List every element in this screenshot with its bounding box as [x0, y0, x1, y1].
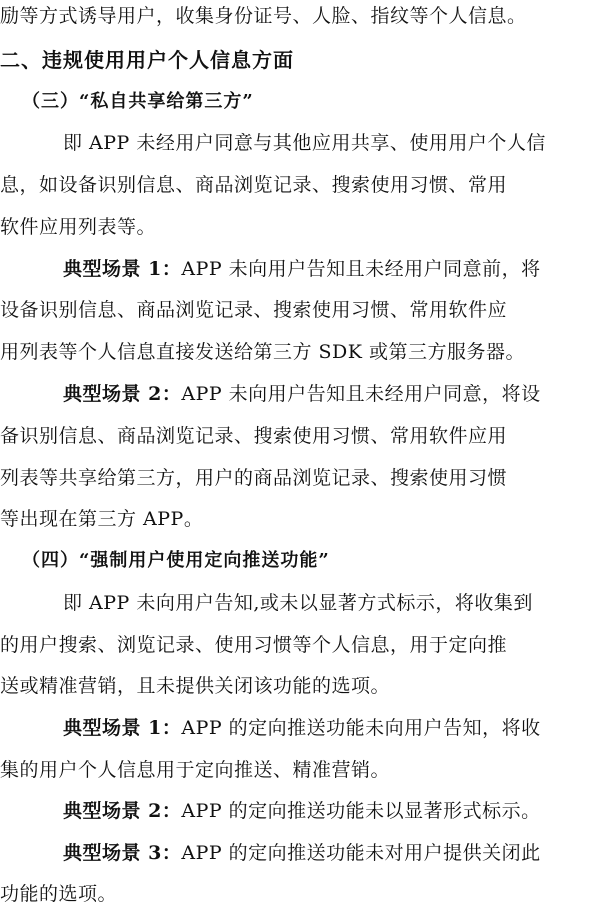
item-4-case-3-line — [0, 882, 600, 906]
item-3-case-2-2: 列表等共享给第三方，用户的商品浏览记录、搜索使用习惯 — [0, 467, 508, 489]
item-3-case-1-1: 设备识别信息、商品浏览记录、搜索使用习惯、常用软件应 — [0, 299, 508, 321]
item-4-case-3-0: APP 的定向推送功能未对用户提供关闭此 — [181, 842, 541, 864]
item-3-case-2-0: APP 未向用户告知且未经用户同意，将设 — [181, 383, 541, 405]
item-3-desc-line — [0, 173, 600, 197]
item-3-desc-0: 即 APP 未经用户同意与其他应用共享、使用用户个人信 — [63, 132, 546, 154]
item-3-case-2-3: 等出现在第三方 APP。 — [0, 508, 204, 530]
item-3-desc-line — [0, 131, 600, 155]
case-label: 典型场景 2： — [63, 383, 182, 405]
item-4-case-1-line — [0, 758, 600, 782]
item-3-desc-2: 软件应用列表等。 — [0, 216, 157, 238]
item-4-case-3 — [0, 841, 600, 865]
item-3-case-1-line — [0, 298, 600, 322]
item-3-case-2-1: 备识别信息、商品浏览记录、搜索使用习惯、常用软件应用 — [0, 425, 508, 447]
item-4-case-1 — [0, 716, 600, 740]
item-4-title — [0, 549, 600, 573]
case-label: 典型场景 1： — [63, 717, 182, 739]
item-3-case-2-line — [0, 466, 600, 490]
item-4-desc-0: 即 APP 未向用户告知,或未以显著方式标示，将收集到 — [63, 592, 533, 614]
intro-tail-line — [0, 4, 600, 28]
intro-tail: 励等方式诱导用户，收集身份证号、人脸、指纹等个人信息。 — [0, 5, 527, 27]
item-4-desc-line — [0, 633, 600, 657]
item-4-desc-2: 送或精准营销，且未提供关闭该功能的选项。 — [0, 675, 391, 697]
item-3-case-2-line — [0, 507, 600, 531]
case-label: 典型场景 3： — [63, 842, 182, 864]
item-4-case-3-1: 功能的选项。 — [0, 883, 118, 905]
item-4-desc-1: 的用户搜索、浏览记录、使用习惯等个人信息，用于定向推 — [0, 634, 508, 656]
item-4-title-text: （四）“强制用户使用定向推送功能” — [22, 550, 330, 571]
item-4-case-1-0: APP 的定向推送功能未向用户告知，将收 — [181, 717, 541, 739]
case-label: 典型场景 1： — [63, 258, 182, 280]
item-3-case-2-line — [0, 424, 600, 448]
item-3-case-1 — [0, 257, 600, 281]
item-3-case-2 — [0, 382, 600, 406]
item-4-case-2-0: APP 的定向推送功能未以显著形式标示。 — [181, 800, 541, 822]
item-4-desc-line — [0, 674, 600, 698]
item-3-case-1-line — [0, 340, 600, 364]
item-4-case-2 — [0, 799, 600, 823]
item-3-desc-1: 息，如设备识别信息、商品浏览记录、搜索使用习惯、常用 — [0, 174, 508, 196]
item-3-case-1-0: APP 未向用户告知且未经用户同意前，将 — [181, 258, 541, 280]
item-3-desc-line — [0, 215, 600, 239]
case-label: 典型场景 2： — [63, 800, 182, 822]
item-4-case-1-1: 集的用户个人信息用于定向推送、精准营销。 — [0, 759, 391, 781]
item-3-title-text: （三）“私自共享给第三方” — [22, 91, 254, 112]
item-3-case-1-2: 用列表等个人信息直接发送给第三方 SDK 或第三方服务器。 — [0, 341, 526, 363]
section-2-title — [0, 48, 600, 72]
section-2-title-text: 二、违规使用用户个人信息方面 — [0, 48, 294, 72]
item-4-desc-line — [0, 591, 600, 615]
item-3-title — [0, 90, 600, 114]
